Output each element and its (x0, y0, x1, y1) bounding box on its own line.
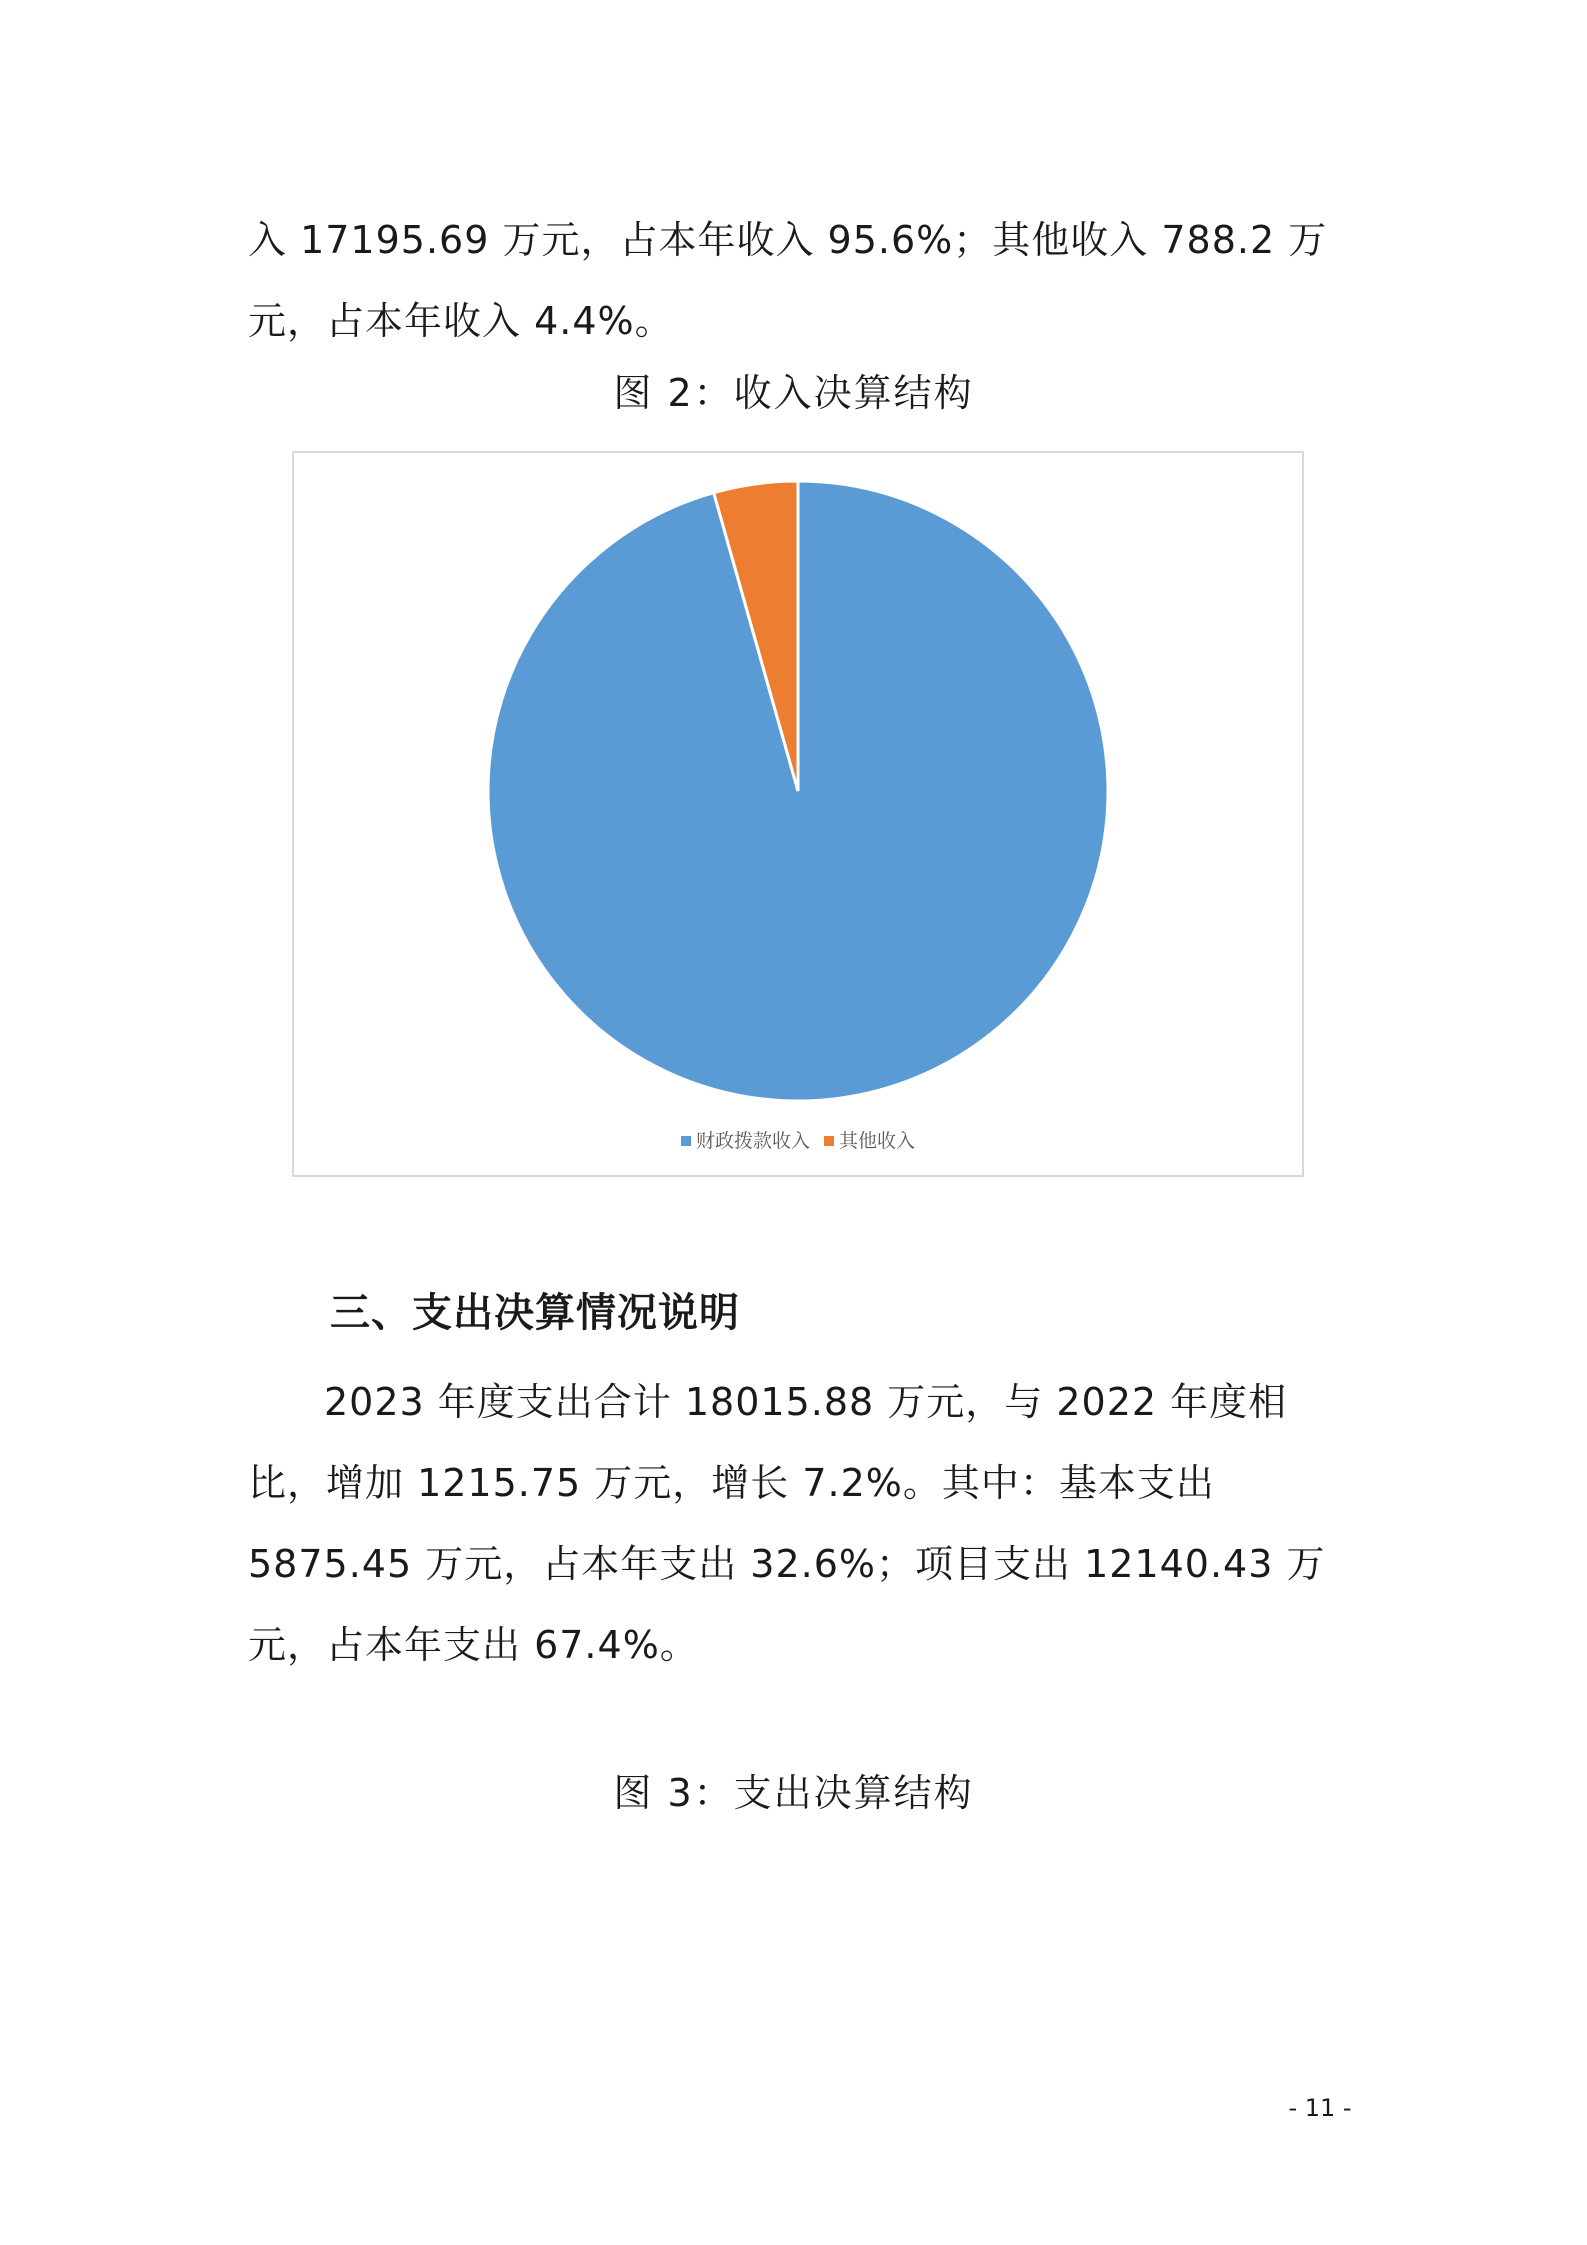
legend-item-fiscal (681, 1129, 810, 1153)
section-heading: 三、支出决算情况说明 (330, 1290, 740, 1336)
intro-paragraph: 入 17195.69 万元，占本年收入 95.6%；其他收入 788.2 万元，占本年收入 4.4%。 (248, 218, 1328, 343)
legend-label-other: 其他收入 (839, 1130, 916, 1152)
legend-label-fiscal: 财政拨款收入 (695, 1130, 810, 1152)
figure-2-caption: 图 2：收入决算结构 (613, 371, 974, 415)
legend-swatch-fiscal (681, 1136, 691, 1146)
pie-chart-svg (294, 453, 1302, 1175)
legend-item-other (824, 1129, 915, 1153)
income-pie-chart (292, 451, 1304, 1177)
chart-legend (294, 1129, 1302, 1153)
figure-3-caption: 图 3：支出决算结构 (613, 1771, 974, 1815)
legend-swatch-other (824, 1136, 834, 1146)
page-number: - 11 - (1288, 2094, 1352, 2122)
expense-paragraph: 2023 年度支出合计 18015.88 万元，与 2022 年度相比，增加 1215.75 万元，增长 7.2%。其中：基本支出 5875.45 万元，占本年支出 32.6%；项目支出 12140.43 万元，占本年支出 67.4%。 (248, 1380, 1326, 1667)
